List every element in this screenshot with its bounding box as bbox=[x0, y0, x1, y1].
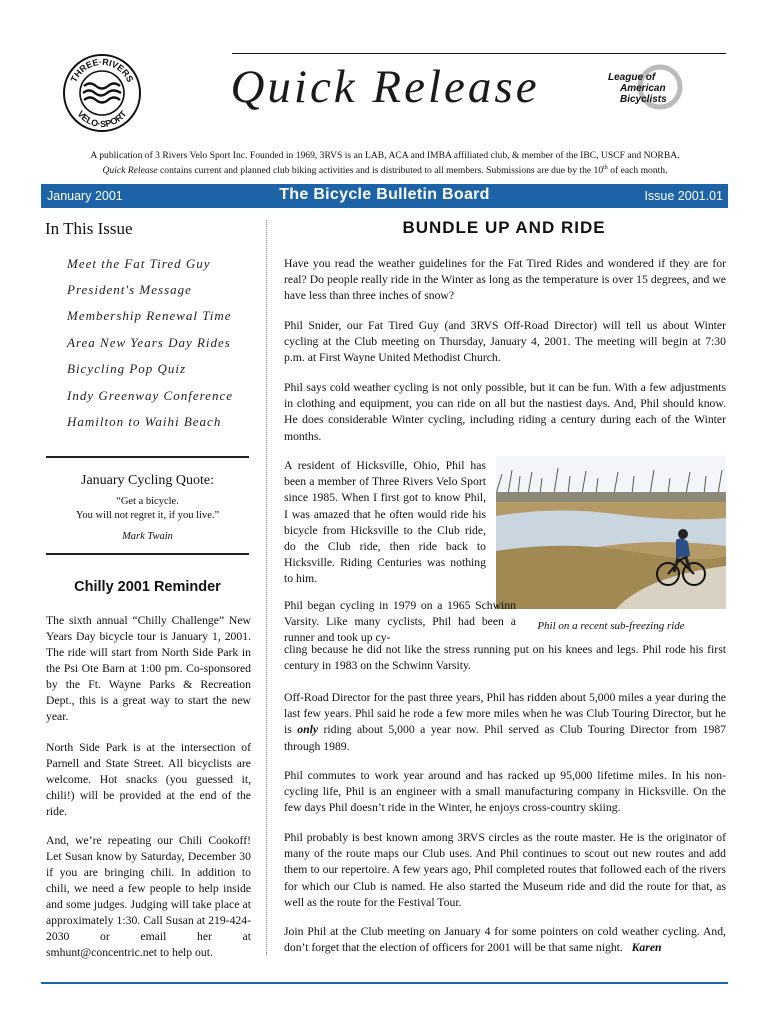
publication-submissions bbox=[40, 161, 730, 178]
toc-item[interactable]: Membership Renewal Time bbox=[67, 308, 232, 323]
paragraph-text: riding about 5,000 a year now. Phil served as Club Touring Director from 1987 through 1989. bbox=[284, 723, 727, 753]
article-paragraph bbox=[284, 924, 726, 956]
toc-item[interactable]: Bicycling Pop Quiz bbox=[67, 361, 187, 376]
logo-line-2: American bbox=[620, 83, 666, 94]
quote-text bbox=[46, 495, 249, 523]
three-rivers-velo-sport-seal bbox=[62, 53, 142, 133]
quote-top-rule bbox=[46, 456, 249, 458]
article-paragraph: A resident of Hicksville, Ohio, Phil has been a member of Three Rivers Velo Sport since 1985. When I first got to know Phil, I was amazed that he often would ride his bicycle from Hicksville to the Club ride, do the Club ride, then ride back to Hicksville. Riding Centuries was nothing to him. bbox=[284, 459, 486, 586]
toc-item[interactable]: Indy Greenway Conference bbox=[67, 388, 233, 403]
toc-item[interactable]: Hamilton to Waihi Beach bbox=[67, 414, 222, 429]
masthead-top-rule bbox=[232, 53, 726, 54]
quote-heading: January Cycling Quote: bbox=[81, 473, 214, 488]
publication-info: A publication of 3 Rivers Velo Sport Inc. Founded in 1969, 3RVS is an LAB, ACA and IMBA affiliated club, & member of the IBC, USCF and NORBA. bbox=[90, 150, 680, 161]
league-of-american-bicyclists-logo bbox=[600, 62, 686, 112]
publication-name: Quick Release bbox=[102, 165, 158, 177]
submissions-text-end: of each month. bbox=[607, 165, 668, 177]
article-paragraph: Phil began cycling in 1979 on a 1965 Schwinn Varsity. Like many cyclists, Phil had been a runner and took up cy- bbox=[284, 599, 516, 645]
toc-heading: In This Issue bbox=[45, 219, 133, 238]
bulletin-banner bbox=[41, 184, 728, 208]
article-paragraph: Phil probably is best known among 3RVS circles as the route master. He is the originator of many of the route maps our Club uses. And Phil continues to scout out new routes and add them to our repertoire. A few years ago, Phil completed routes that followed each of the rivers for which our Club is named. He also started the Museum ride and did the route for that, as well as the route for the Festival Tour. bbox=[284, 831, 726, 909]
banner-title: The Bicycle Bulletin Board bbox=[279, 186, 490, 203]
article-paragraph: Have you read the weather guidelines for the Fat Tired Rides and wondered if they are for real? Do people really ride in the Winter as long as the temperature is over 15 degrees, and we have less than three inches of snow? bbox=[284, 257, 726, 303]
logo-line-3: Bicyclists bbox=[620, 94, 667, 105]
column-divider bbox=[266, 220, 267, 955]
cyclist-photo bbox=[496, 456, 726, 609]
article-paragraph: Phil Snider, our Fat Tired Guy (and 3RVS Off-Road Director) will tell us about Winter cycling at the Club meeting on Thursday, January 4, 2001. The meeting will begin at 7:30 p.m. at First Wayne United Methodist Church. bbox=[284, 319, 726, 365]
toc-item[interactable]: President's Message bbox=[67, 282, 192, 297]
article-paragraph: cling because he did not like the stress running put on his knees and legs. Phil rode his first century in 1983 on the Schwinn Varsity. bbox=[284, 643, 726, 673]
page-bottom-rule bbox=[41, 982, 728, 984]
photo-caption: Phil on a recent sub-freezing ride bbox=[537, 620, 685, 632]
issue-date: January 2001 bbox=[47, 189, 123, 203]
reminder-paragraph: And, we’re repeating our Chili Cookoff! Let Susan know by Saturday, December 30 if you are bringing chili. In addition to chili, we need a few people to help inside and some judges. Judging will take place at approximately 1:30. Call Susan at 219-424-2030 or email her at smhunt@concentric.net to help out. bbox=[46, 834, 251, 959]
quote-line: You will not regret it, if you live.” bbox=[75, 510, 220, 521]
article-paragraph: Phil says cold weather cycling is not only possible, but it can be fun. With a few adjustments in clothing and equipment, you can ride on all but the nastiest days. And, Phil should know. He does considerable Winter cycling, including riding a century during each of the Winter months. bbox=[284, 381, 726, 443]
article-paragraph: Phil commutes to work year around and has racked up 95,000 lifetime miles. In his non-cycling life, Phil is an engineer with a small manufacturing company in Hicksville. On the few days Phil doesn’t ride in the Winter, he enjoys cross-country skiing. bbox=[284, 769, 726, 815]
toc-item[interactable]: Meet the Fat Tired Guy bbox=[67, 256, 211, 271]
svg-text:VELO·SPORT: VELO·SPORT bbox=[75, 108, 129, 130]
reminder-paragraph: North Side Park is at the intersection of Parnell and State Street. All bicyclists are welcome. Hot snacks (you guessed it, chili!) will be provided at the end of the ride. bbox=[46, 741, 251, 818]
reminder-paragraph: The sixth annual “Chilly Challenge” New Years Day bicycle tour is January 1, 2001. The ride will start from North Side Park in the Psi Ote Barn at 1:00 pm. Co-sponsored by the Ft. Wayne Parks & Recreation Dept., this is a great way to start the new year. bbox=[46, 614, 251, 723]
quote-line: “Get a bicycle. bbox=[116, 496, 179, 507]
toc-item[interactable]: Area New Years Day Rides bbox=[67, 335, 231, 350]
quote-bottom-rule bbox=[46, 553, 249, 555]
ordinal-suffix: th bbox=[603, 165, 608, 171]
svg-text:THREE·RIVERS: THREE·RIVERS bbox=[68, 56, 136, 84]
author-signature: Karen bbox=[631, 941, 662, 955]
quote-author: Mark Twain bbox=[122, 531, 173, 542]
newsletter-title: Quick Release bbox=[230, 61, 540, 113]
paragraph-text: Off-Road Director for the past three years, Phil has ridden about 5,000 miles a year during the last few years. Phil said he rode a few more miles when he was Club Touring Director, but he is bbox=[284, 691, 726, 737]
logo-line-1: League of bbox=[608, 72, 656, 83]
reminder-heading: Chilly 2001 Reminder bbox=[74, 579, 221, 595]
submissions-text: contains current and planned club biking activities and is distributed to all members. Submissions are due by the 10 bbox=[157, 165, 604, 177]
article-heading: BUNDLE UP AND RIDE bbox=[402, 218, 606, 237]
paragraph-text: Join Phil at the Club meeting on January 4 for some pointers on cold weather cycling. And, don’t forget that the election of officers for 2001 will be that same night. bbox=[284, 925, 726, 955]
emphasis: only bbox=[297, 723, 319, 737]
issue-number: Issue 2001.01 bbox=[644, 189, 723, 203]
article-paragraph bbox=[284, 690, 726, 755]
